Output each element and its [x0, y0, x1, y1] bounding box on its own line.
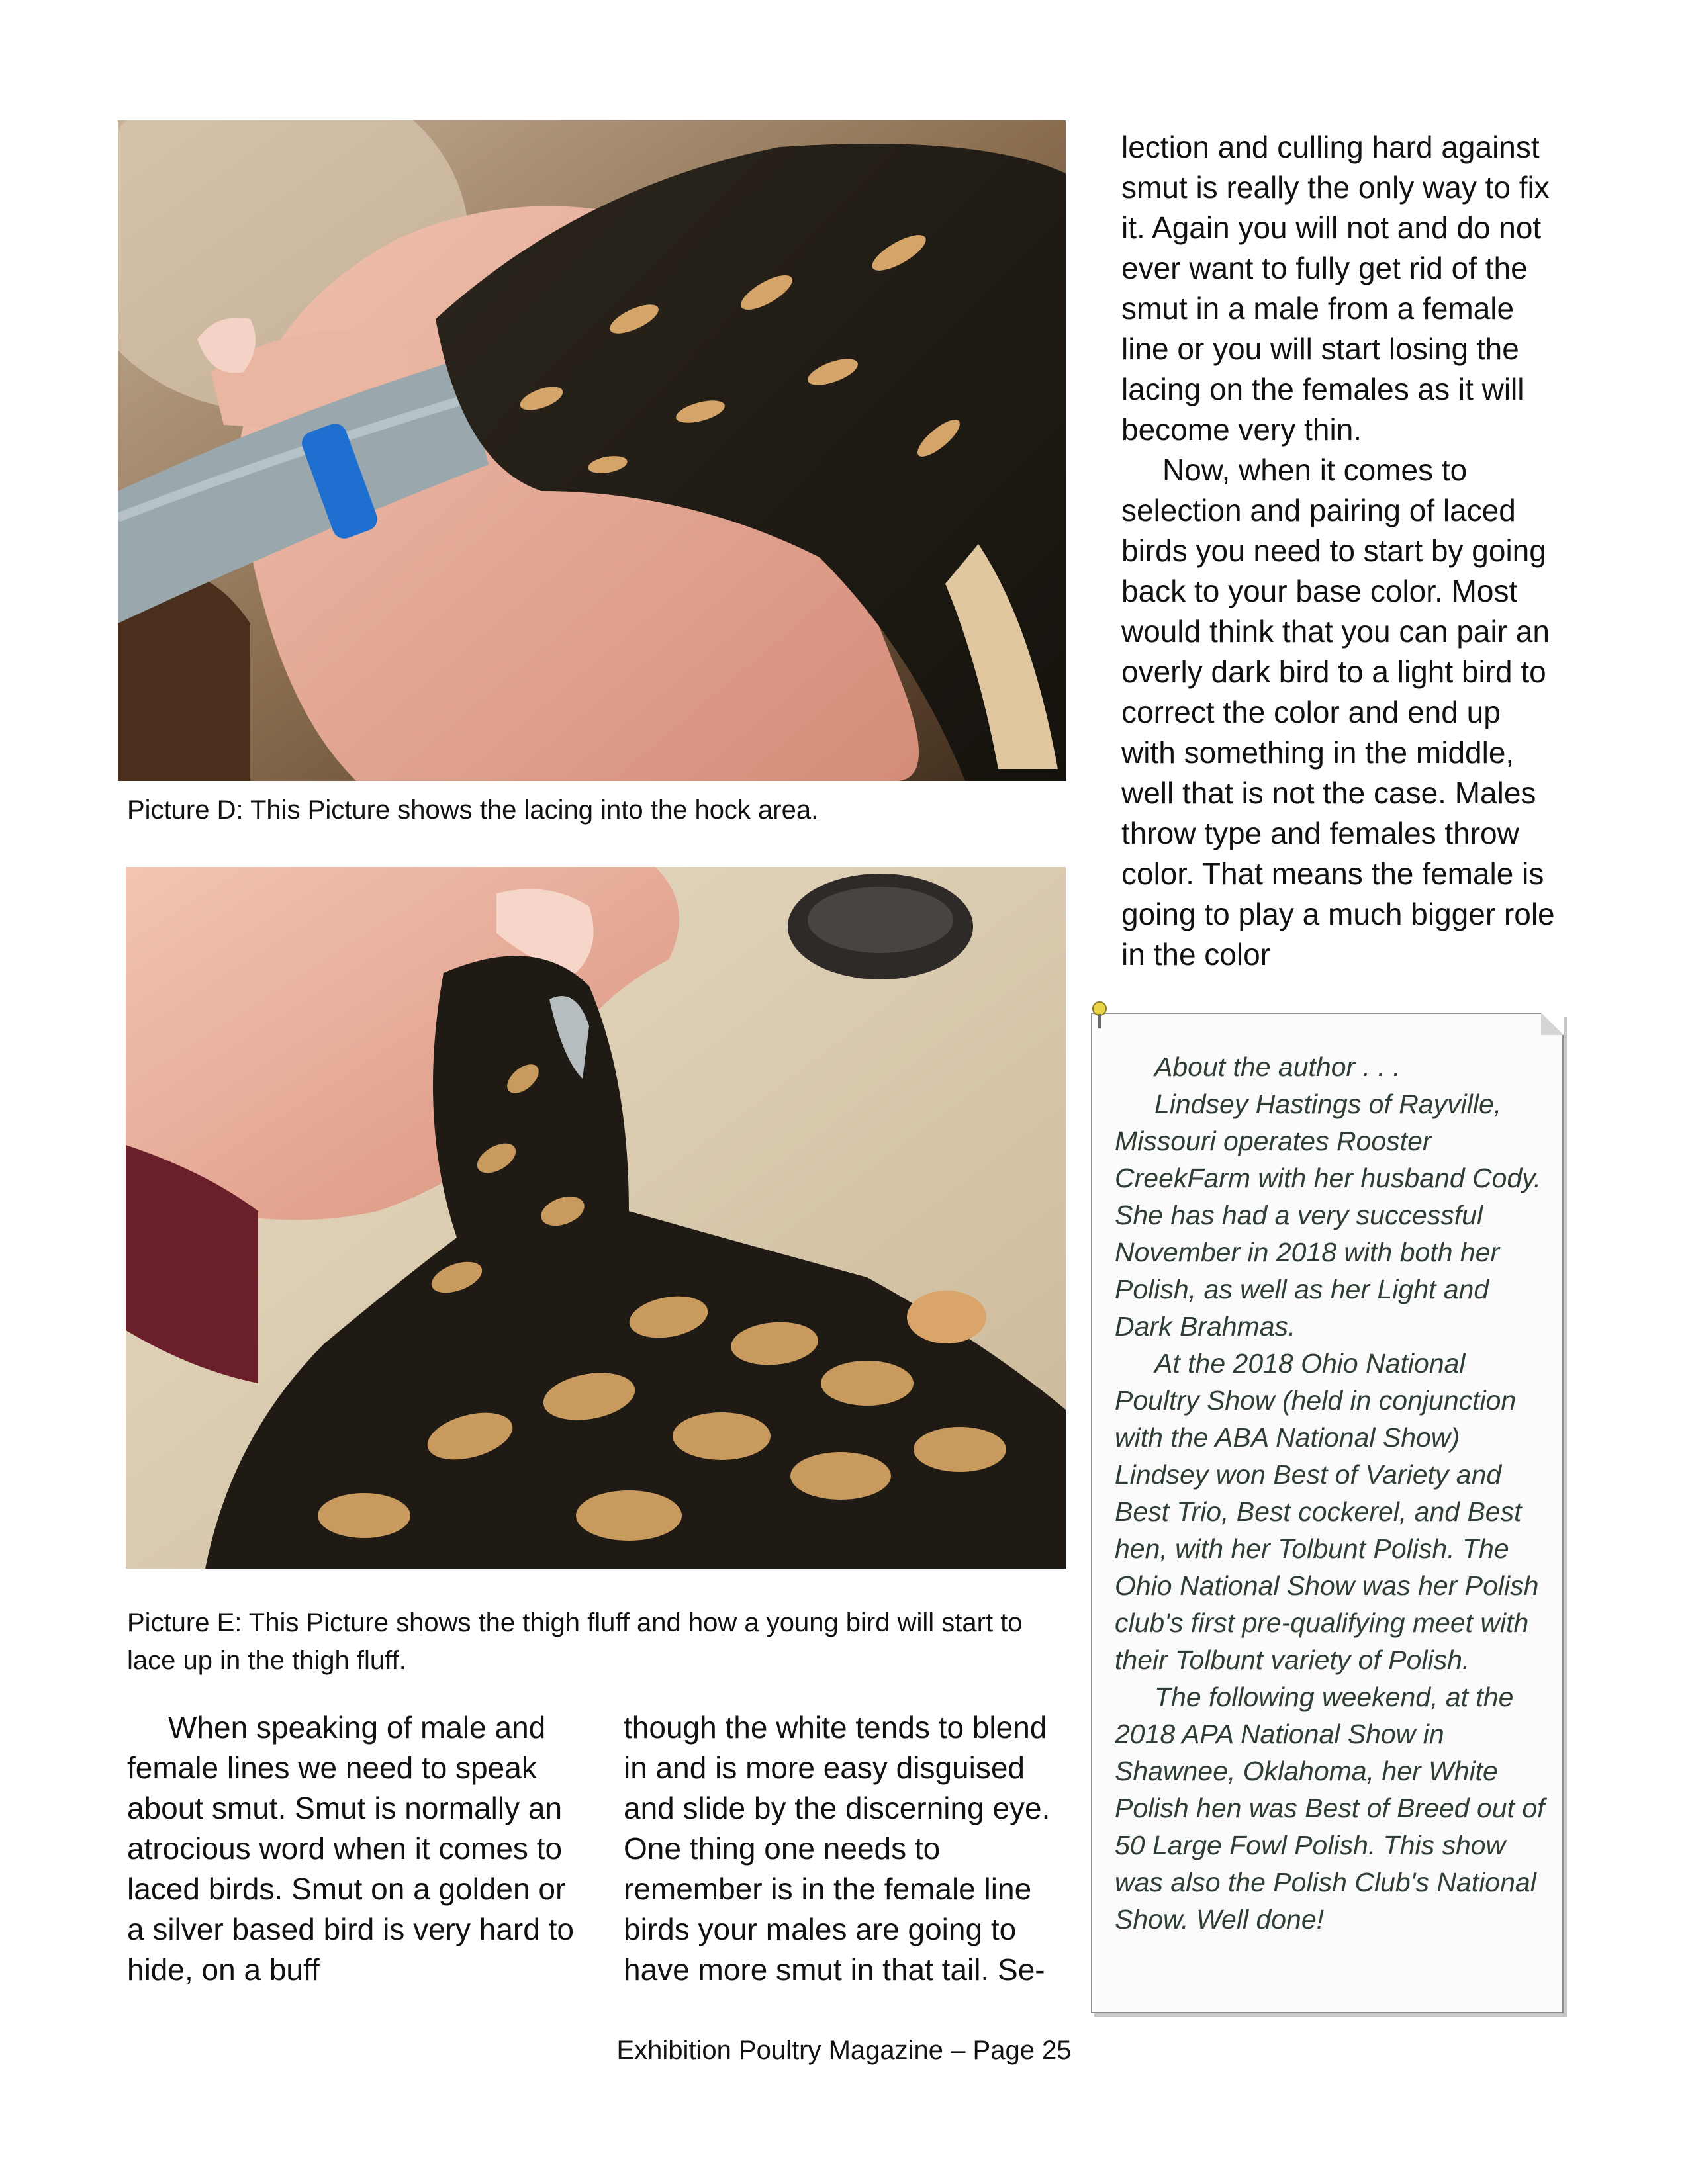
page-footer: Exhibition Poultry Magazine – Page 25 [616, 2036, 1072, 2065]
picture-e-photo [126, 867, 1066, 1569]
about-author-paragraph: Lindsey Hastings of Rayville, Missouri operates Rooster CreekFarm with her husband Cody. She has had a very successful November in 2018 with both her Polish, as well as her Light and Dark Brahmas. [1115, 1089, 1542, 1342]
article-right-column [1121, 127, 1558, 975]
picture-d-photo [118, 120, 1066, 781]
about-author-box [1091, 1013, 1564, 2013]
about-author-paragraph: The following weekend, at the 2018 APA National Show in Shawnee, Oklahoma, her White Polish hen was Best of Breed out of 50 Large Fowl Polish. This show was also the Polish Club's National Show. Well done! [1115, 1682, 1545, 1934]
about-author-heading: About the author . . . [1154, 1052, 1401, 1082]
article-paragraph: When speaking of male and female lines we need to speak about smut. Smut is normally an atrocious word when it comes to laced birds. Smut on a golden or a silver based bird is very hard to hide, on a buff [127, 1710, 574, 1987]
picture-e-caption: Picture E: This Picture shows the thigh fluff and how a young bird will start to lace up in the thigh fluff. [127, 1608, 1023, 1675]
article-middle-column [624, 1707, 1067, 1990]
about-author-paragraph: At the 2018 Ohio National Poultry Show (held in conjunction with the ABA National Show) Lindsey won Best of Variety and Best Trio, Best cockerel, and Best hen, with her Tolbunt Polish. The Ohio National Show was her Polish club's first pre-qualifying meet with their Tolbunt variety of Polish. [1115, 1348, 1539, 1675]
pushpin-icon [1090, 1001, 1109, 1030]
picture-d-caption: Picture D: This Picture shows the lacing into the hock area. [127, 796, 819, 825]
article-paragraph: lection and culling hard against smut is really the only way to fix it. Again you will not and do not ever want to fully get rid of the smut in a male from a female line or you will start losing the lacing on the females as it will become very thin. [1121, 130, 1550, 447]
article-paragraph: though the white tends to blend in and is more easy disguised and slide by the discerning eye. One thing one needs to remember is in the female line birds your males are going to have more smut in that tail. Se- [624, 1710, 1051, 1987]
article-paragraph: Now, when it comes to selection and pairing of laced birds you need to start by going back to your base color. Most would think that you can pair an overly dark bird to a light bird to correct the color and end up with something in the middle, well that is not the case. Males throw type and females throw color. That means the female is going to play a much bigger role in the color [1121, 453, 1555, 972]
article-left-column [127, 1707, 577, 1990]
about-author-text [1115, 1048, 1545, 1938]
